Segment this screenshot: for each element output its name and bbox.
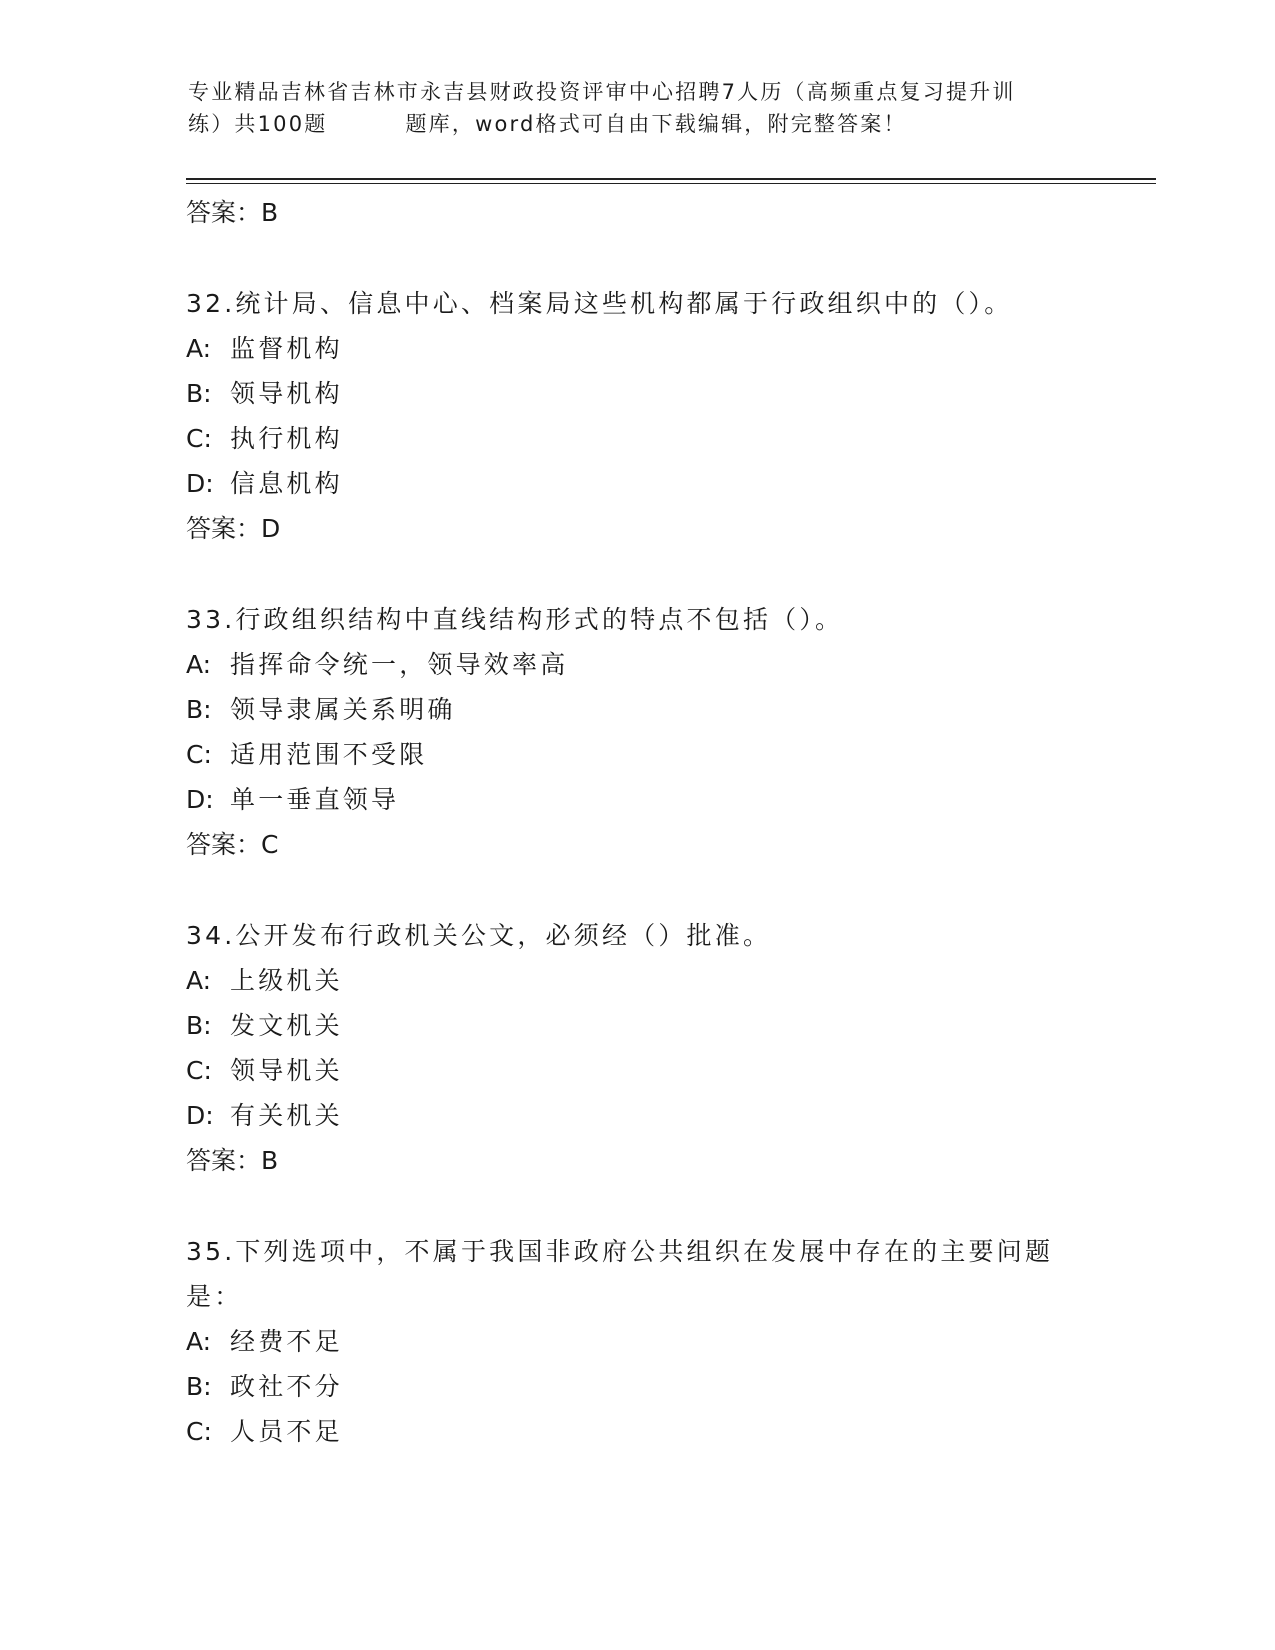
question-35 [186, 1229, 1086, 1454]
option-letter: C: [186, 740, 212, 769]
option-letter: A: [186, 966, 212, 995]
question-text: 33.行政组织结构中直线结构形式的特点不包括（）。 [186, 605, 844, 634]
option-letter: C: [186, 424, 212, 453]
option-text: 经费不足 [230, 1327, 343, 1356]
option-letter: B: [186, 695, 212, 724]
question-text: 32.统计局、信息中心、档案局这些机构都属于行政组织中的（）。 [186, 289, 1013, 318]
option-a [186, 1319, 1086, 1364]
header-line-2-right: 题库，word格式可自由下载编辑，附完整答案！ [405, 112, 907, 136]
question-32 [186, 281, 1086, 551]
option-text: 领导隶属关系明确 [230, 695, 456, 724]
option-text: 信息机构 [230, 469, 343, 498]
option-text: 指挥命令统一，领导效率高 [230, 650, 569, 679]
option-letter: B: [186, 1372, 212, 1401]
header-rule-thick [186, 178, 1156, 180]
option-text: 单一垂直领导 [230, 785, 400, 814]
option-d [186, 1093, 1086, 1138]
option-c [186, 732, 1086, 777]
answer-line: 答案：C [186, 830, 279, 859]
answer-line: 答案：D [186, 514, 281, 543]
option-b [186, 687, 1086, 732]
option-b [186, 1364, 1086, 1409]
option-text: 执行机构 [230, 424, 343, 453]
option-text: 适用范围不受限 [230, 740, 428, 769]
option-b [186, 371, 1086, 416]
header-line-2 [188, 108, 1088, 140]
question-text: 34.公开发布行政机关公文，必须经（）批准。 [186, 921, 772, 950]
option-a [186, 326, 1086, 371]
option-a [186, 958, 1086, 1003]
option-text: 政社不分 [230, 1372, 343, 1401]
document-header [188, 76, 1088, 140]
header-rule-thin [186, 183, 1156, 184]
option-letter: B: [186, 379, 212, 408]
question-34 [186, 913, 1086, 1183]
option-text: 领导机关 [230, 1056, 343, 1085]
option-letter: D: [186, 1101, 214, 1130]
option-text: 上级机关 [230, 966, 343, 995]
option-letter: C: [186, 1056, 212, 1085]
option-letter: A: [186, 650, 212, 679]
question-text: 35.下列选项中，不属于我国非政府公共组织在发展中存在的主要问题是： [186, 1237, 1054, 1311]
option-c [186, 416, 1086, 461]
option-letter: B: [186, 1011, 212, 1040]
question-33 [186, 597, 1086, 867]
option-letter: D: [186, 469, 214, 498]
question-list [186, 190, 1086, 1454]
option-d [186, 461, 1086, 506]
option-text: 监督机构 [230, 334, 343, 363]
option-c [186, 1409, 1086, 1454]
header-line-2-left: 练）共100题 [188, 112, 328, 136]
option-d [186, 777, 1086, 822]
option-text: 人员不足 [230, 1417, 343, 1446]
option-text: 发文机关 [230, 1011, 343, 1040]
header-line-1: 专业精品吉林省吉林市永吉县财政投资评审中心招聘7人历（高频重点复习提升训 [188, 80, 1016, 104]
option-a [186, 642, 1086, 687]
option-letter: A: [186, 1327, 212, 1356]
option-text: 领导机构 [230, 379, 343, 408]
answer-line: 答案：B [186, 1146, 279, 1175]
option-letter: C: [186, 1417, 212, 1446]
option-b [186, 1003, 1086, 1048]
answer-line: 答案：B [186, 198, 279, 227]
option-c [186, 1048, 1086, 1093]
option-text: 有关机关 [230, 1101, 343, 1130]
option-letter: D: [186, 785, 214, 814]
option-letter: A: [186, 334, 212, 363]
